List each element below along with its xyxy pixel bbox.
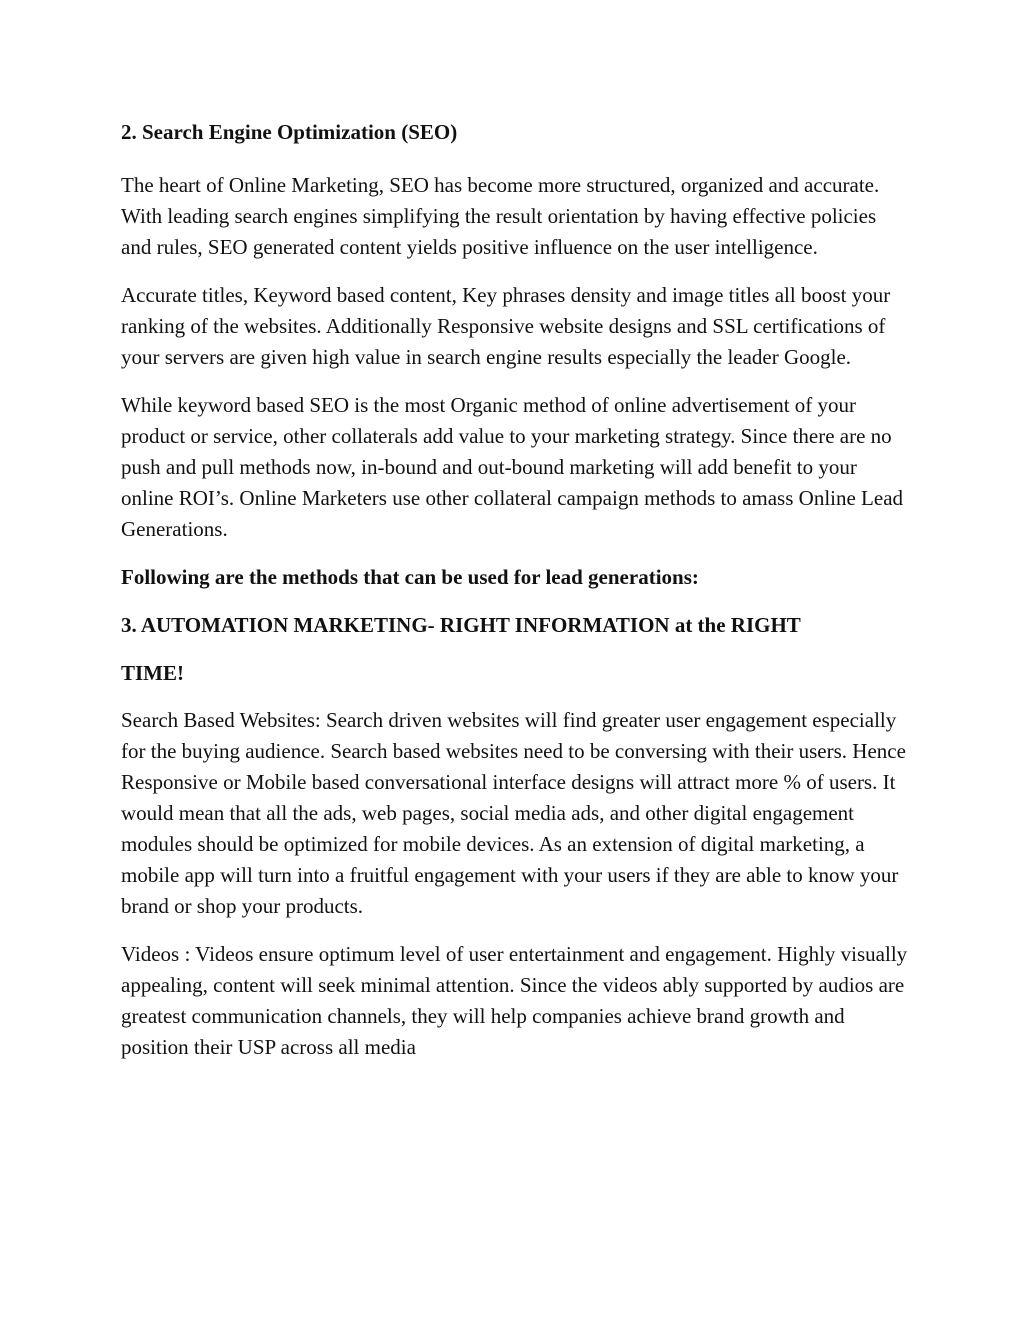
- section-heading-automation-line1: 3. AUTOMATION MARKETING- RIGHT INFORMATION at the RIGHT: [121, 613, 801, 637]
- section-heading-automation: [121, 610, 911, 689]
- paragraph-videos: Videos : Videos ensure optimum level of user entertainment and engagement. Highly visually appealing, content will seek minimal attention. Since the videos ably supported by audios are greatest communication channels, they will help companies achieve brand growth and position their USP across all media: [121, 942, 908, 1059]
- paragraph-titles-ranking: Accurate titles, Keyword based content, Key phrases density and image titles all boost your ranking of the websites. Additionally Responsive website designs and SSL certifications of your servers are given high value in search engine results especially the leader Google.: [121, 283, 891, 369]
- paragraph-seo-intro: The heart of Online Marketing, SEO has become more structured, organized and accurate. With leading search engines simplifying the result orientation by having effective policies and rules, SEO generated content yields positive influence on the user intelligence.: [121, 173, 880, 259]
- document-page: [121, 117, 911, 1063]
- section-heading-automation-line2: TIME!: [121, 661, 184, 685]
- following-methods-heading: Following are the methods that can be used for lead generations:: [121, 565, 699, 589]
- paragraph-search-websites: Search Based Websites: Search driven websites will find greater user engagement especially for the buying audience. Search based websites need to be conversing with their users. Hence Responsive or Mobile based conversational interface designs will attract more % of users. It would mean that all the ads, web pages, social media ads, and other digital engagement modules should be optimized for mobile devices. As an extension of digital marketing, a mobile app will turn into a fruitful engagement with your users if they are able to know your brand or shop your products.: [121, 708, 906, 918]
- paragraph-keyword-seo: While keyword based SEO is the most Organic method of online advertisement of your product or service, other collaterals add value to your marketing strategy. Since there are no push and pull methods now, in-bound and out-bound marketing will add benefit to your online ROI’s. Online Marketers use other collateral campaign methods to amass Online Lead Generations.: [121, 393, 904, 541]
- section-heading-seo: 2. Search Engine Optimization (SEO): [121, 120, 458, 144]
